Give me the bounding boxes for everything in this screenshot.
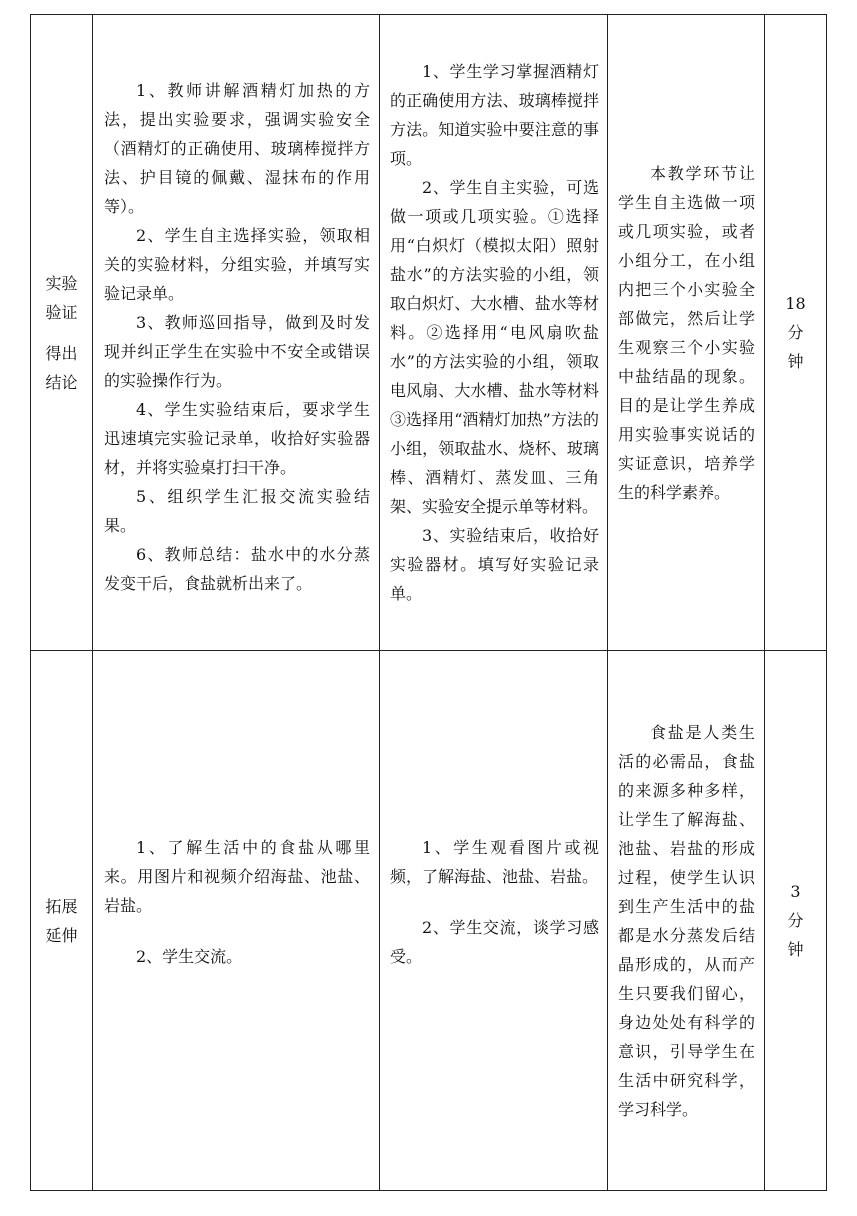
design-intent-cell xyxy=(608,15,765,651)
student-activity-item: 3、实验结束后，收拾好实验器材。填写好实验记录单。 xyxy=(390,526,599,603)
time-text: 18 xyxy=(785,294,806,313)
time-text: 钟 xyxy=(787,940,804,959)
time-text: 分 xyxy=(787,323,804,342)
table-row-extension xyxy=(31,651,827,1191)
stage-cell xyxy=(31,651,93,1191)
stage-text: 拓展 xyxy=(45,896,78,916)
time-text: 3 xyxy=(790,882,801,901)
student-activity-item: 2、学生自主实验，可选做一项或几项实验。①选择用“白炽灯（模拟太阳）照射盐水”的方法实验的小组，领取白炽灯、大水槽、盐水等材料。②选择用“电风扇吹盐水”的方法实验的小组，领取电风扇、大水槽、盐水等材料 ③选择用“酒精灯加热”方法的小组，领取盐水、烧杯、玻璃棒、酒精灯、蒸发皿、三角架、实验安全提示单等材料。 xyxy=(390,178,599,516)
teacher-activity-cell xyxy=(93,651,380,1191)
student-activity-item: 2、学生交流，谈学习感受。 xyxy=(390,917,599,966)
teacher-activity-item: 4、学生实验结束后，要求学生迅速填完实验记录单，收拾好实验器材，并将实验桌打扫干净。 xyxy=(104,399,370,477)
teacher-activity-item: 2、学生交流。 xyxy=(136,946,243,966)
teacher-activity-item: 1、了解生活中的食盐从哪里来。用图片和视频介绍海盐、池盐、岩盐。 xyxy=(104,837,370,915)
stage-text: 延伸 xyxy=(45,925,78,945)
teacher-activity-item: 6、教师总结：盐水中的水分蒸发变干后，食盐就析出来了。 xyxy=(104,544,370,593)
design-intent-text: 食盐是人类生活的必需品，食盐的来源多种多样，让学生了解海盐、池盐、岩盐的形成过程，使学生认识到生产生活中的盐都是水分蒸发后结晶形成的，从而产生只要我们留心，身边处处有科学的意识，引导学生在生活中研究科学，学习科学。 xyxy=(618,722,755,1119)
stage-text: 结论 xyxy=(45,372,78,392)
table-row-experiment xyxy=(31,15,827,651)
student-activity-cell xyxy=(380,651,608,1191)
stage-text: 实验 xyxy=(45,273,78,293)
teacher-activity-item: 2、学生自主选择实验，领取相关的实验材料，分组实验，并填写实验记录单。 xyxy=(104,225,370,303)
design-intent-cell xyxy=(608,651,765,1191)
stage-cell xyxy=(31,15,93,651)
design-intent-text: 本教学环节让学生自主选做一项或几项实验，或者小组分工，在小组内把三个小实验全部做完，然后让学生观察三个小实验中盐结晶的现象。目的是让学生养成用实验事实说话的实证意识，培养学生的科学素养。 xyxy=(618,163,755,502)
time-text: 钟 xyxy=(787,352,804,371)
teacher-activity-cell xyxy=(93,15,380,651)
stage-text: 验证 xyxy=(45,302,78,322)
student-activity-item: 1、学生学习掌握酒精灯的正确使用方法、玻璃棒搅拌方法。知道实验中要注意的事项。 xyxy=(390,62,599,168)
time-cell xyxy=(765,15,827,651)
teacher-activity-item: 5、组织学生汇报交流实验结果。 xyxy=(104,486,370,535)
teacher-activity-item: 1、教师讲解酒精灯加热的方法，提出实验要求，强调实验安全（酒精灯的正确使用、玻璃棒搅拌方法、护目镜的佩戴、湿抹布的作用等）。 xyxy=(104,80,370,216)
student-activity-item: 1、学生观看图片或视频，了解海盐、池盐、岩盐。 xyxy=(390,837,599,886)
student-activity-cell xyxy=(380,15,608,651)
time-cell xyxy=(765,651,827,1191)
stage-text: 得出 xyxy=(45,343,78,363)
teacher-activity-item: 3、教师巡回指导，做到及时发现并纠正学生在实验中不安全或错误的实验操作行为。 xyxy=(104,312,370,390)
lesson-plan-table xyxy=(30,14,827,1191)
time-text: 分 xyxy=(787,911,804,930)
